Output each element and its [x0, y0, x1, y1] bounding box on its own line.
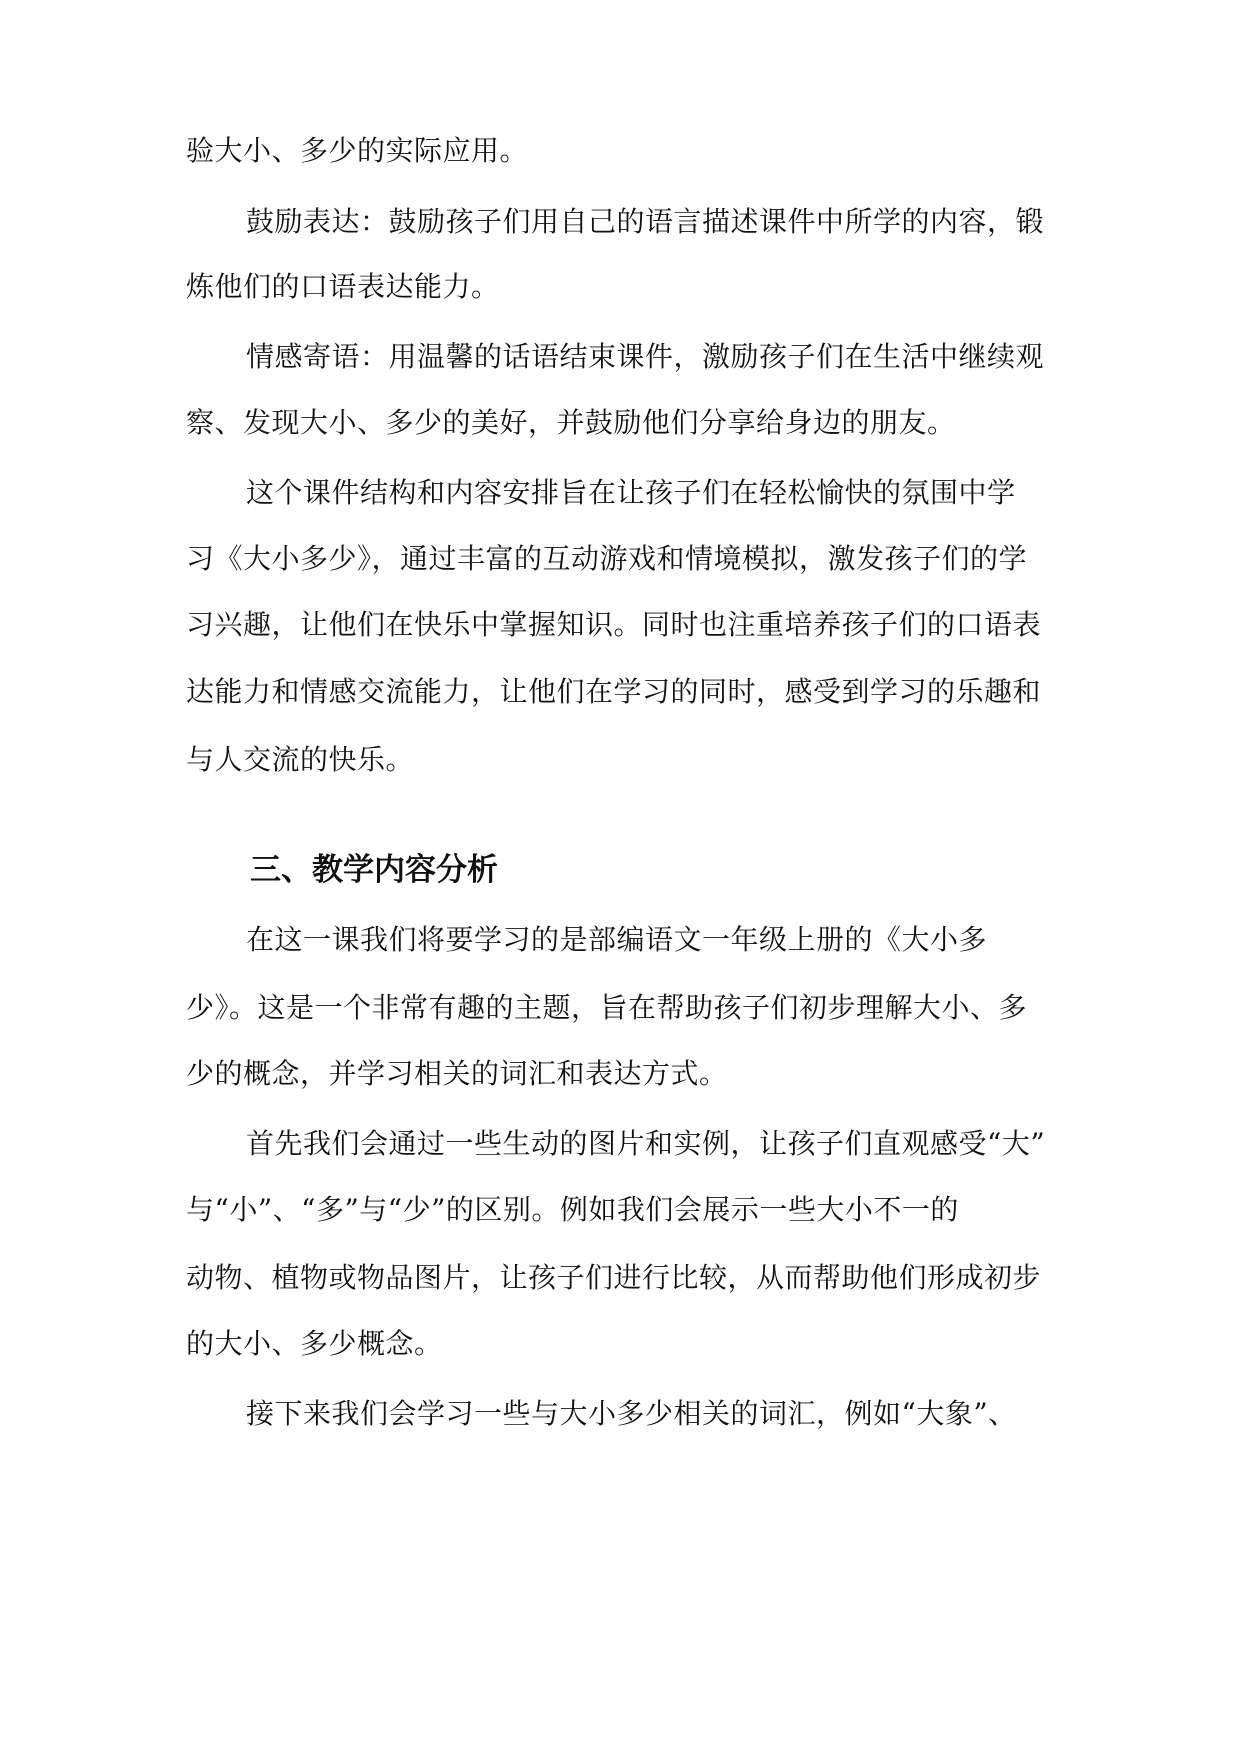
paragraph-line: 少》。这是一个非常有趣的主题，旨在帮助孩子们初步理解大小、多 — [186, 991, 1028, 1024]
paragraph-line: 与人交流的快乐。 — [186, 743, 415, 776]
paragraph-line: 少的概念，并学习相关的词汇和表达方式。 — [186, 1057, 728, 1090]
paragraph-line: 情感寄语：用温馨的话语结束课件，激励孩子们在生活中继续观 — [246, 340, 1045, 373]
paragraph-line: 接下来我们会学习一些与大小多少相关的词汇，例如“大象”、 — [246, 1397, 1017, 1430]
paragraph-line: 习《大小多少》，通过丰富的互动游戏和情境模拟，激发孩子们的学 — [186, 542, 1028, 575]
paragraph-line: 首先我们会通过一些生动的图片和实例，让孩子们直观感受“大” — [246, 1127, 1046, 1160]
paragraph-line: 这个课件结构和内容安排旨在让孩子们在轻松愉快的氛围中学 — [246, 476, 1016, 509]
paragraph-line: 验大小、多少的实际应用。 — [186, 134, 529, 167]
paragraph-line: 达能力和情感交流能力，让他们在学习的同时，感受到学习的乐趣和 — [186, 675, 1042, 708]
paragraph-line: 察、发现大小、多少的美好，并鼓励他们分享给身边的朋友。 — [186, 406, 956, 439]
paragraph-line: 与“小”、“多”与“少”的区别。例如我们会展示一些大小不一的 — [186, 1193, 959, 1226]
paragraph-line: 习兴趣，让他们在快乐中掌握知识。同时也注重培养孩子们的口语表 — [186, 608, 1042, 641]
paragraph-line: 在这一课我们将要学习的是部编语文一年级上册的《大小多 — [246, 923, 988, 956]
paragraph-line: 鼓励表达：鼓励孩子们用自己的语言描述课件中所学的内容，锻 — [246, 205, 1045, 238]
paragraph-line: 动物、植物或物品图片，让孩子们进行比较，从而帮助他们形成初步 — [186, 1261, 1042, 1294]
section-heading: 三、教学内容分析 — [250, 852, 498, 888]
paragraph-line: 的大小、多少概念。 — [186, 1327, 443, 1360]
paragraph-line: 炼他们的口语表达能力。 — [186, 270, 500, 303]
